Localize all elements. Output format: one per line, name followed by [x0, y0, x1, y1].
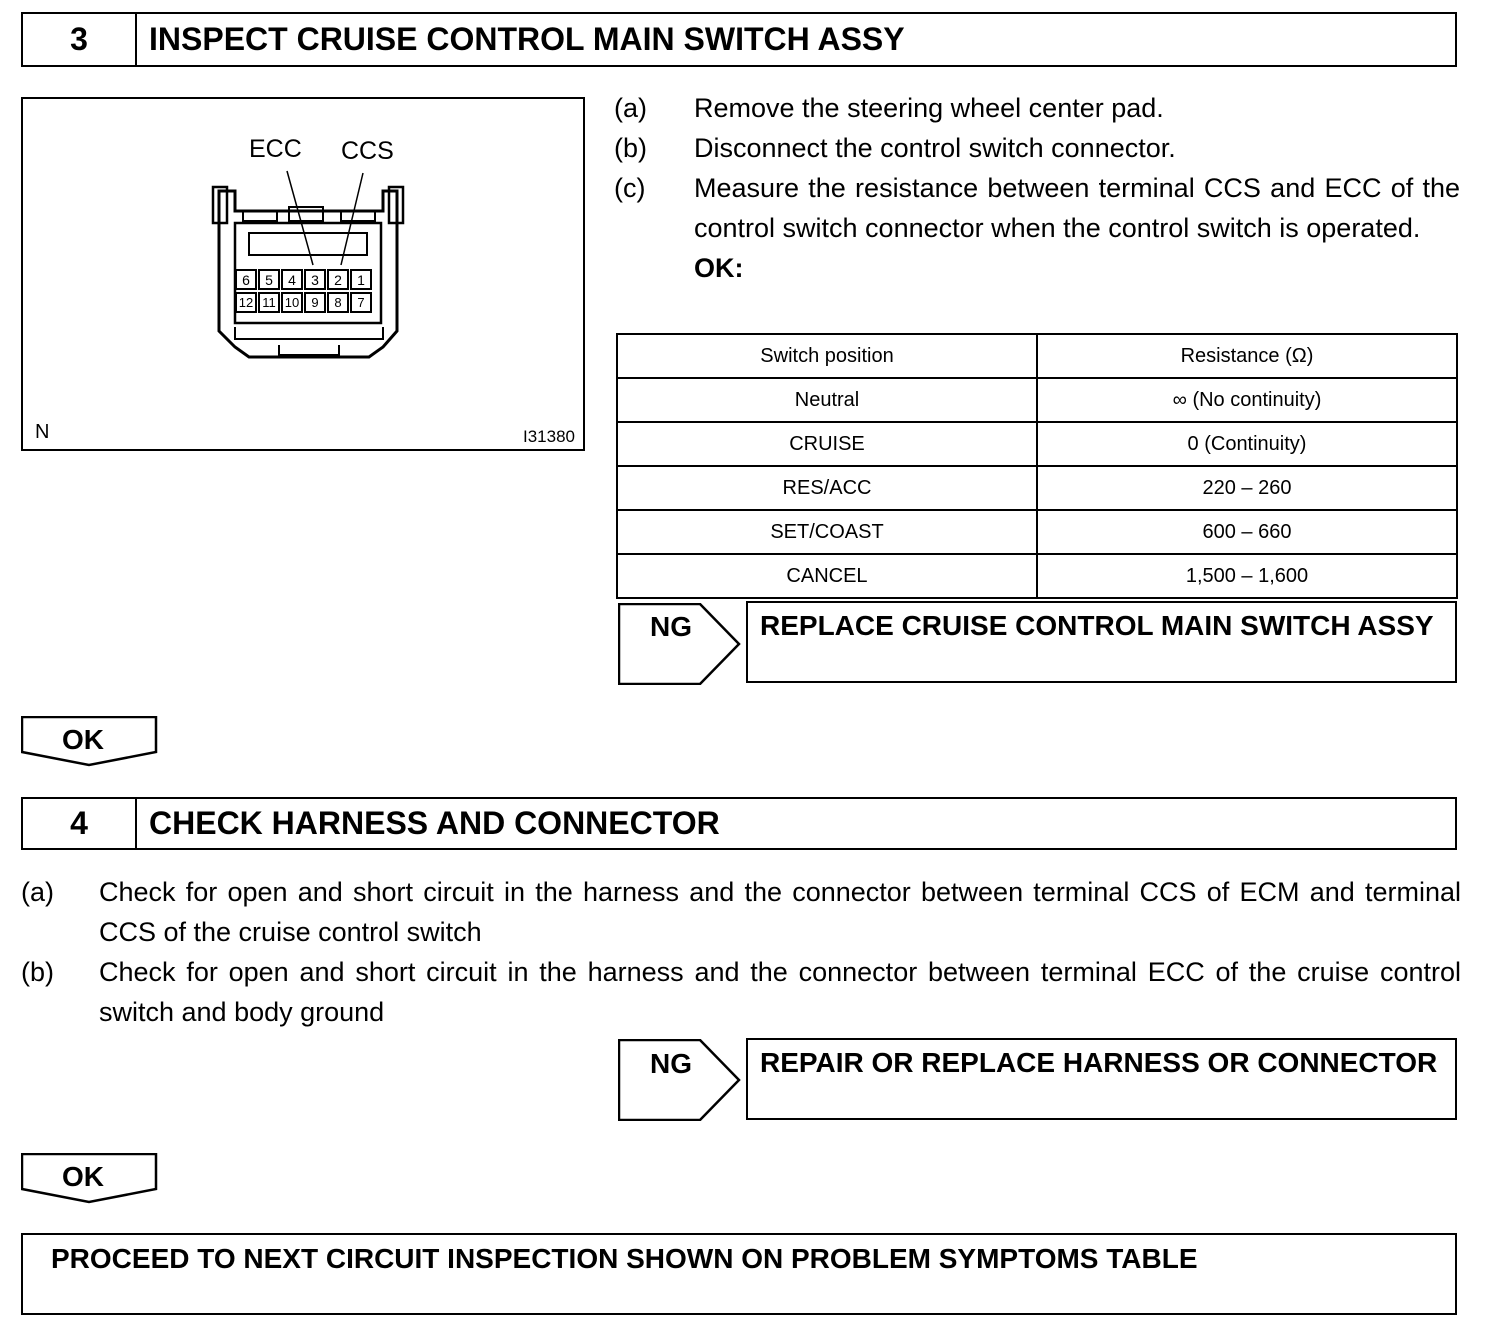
table-cell: SET/COAST: [617, 510, 1037, 554]
ccs-label: CCS: [341, 137, 394, 165]
step-mark: (a): [21, 877, 54, 907]
step-title: INSPECT CRUISE CONTROL MAIN SWITCH ASSY: [149, 21, 905, 57]
table-cell: RES/ACC: [617, 466, 1037, 510]
table-row: [617, 466, 1457, 510]
ng-result-box: REPLACE CRUISE CONTROL MAIN SWITCH ASSY: [746, 601, 1457, 683]
pin-1: 1: [350, 269, 372, 290]
ng-label: NG: [650, 1048, 692, 1079]
step-mark: (a): [614, 93, 647, 123]
table-row: [617, 510, 1457, 554]
resistance-table: [616, 333, 1458, 599]
table-cell: CRUISE: [617, 422, 1037, 466]
pin-10: 10: [281, 292, 303, 313]
table-row: [617, 378, 1457, 422]
pin-4: 4: [281, 269, 303, 290]
procedure-step: [614, 128, 1460, 168]
column-header: Resistance (Ω): [1037, 334, 1457, 378]
step-number: 3: [23, 14, 137, 65]
step-mark: (b): [614, 133, 647, 163]
pin-9: 9: [304, 292, 326, 313]
pin-grid: [235, 269, 379, 313]
pin-11: 11: [258, 292, 280, 313]
table-cell: Neutral: [617, 378, 1037, 422]
pin-3: 3: [304, 269, 326, 290]
ecc-label: ECC: [249, 135, 302, 163]
step-number: 4: [23, 799, 137, 848]
procedure-step: [21, 872, 1461, 952]
ok-arrow-label: OK: [62, 1161, 104, 1192]
step-title: CHECK HARNESS AND CONNECTOR: [149, 805, 720, 841]
step-text: Disconnect the control switch connector.: [694, 133, 1176, 163]
pin-12: 12: [235, 292, 257, 313]
ok-arrow-label: OK: [62, 724, 104, 755]
connector-figure: [21, 97, 585, 451]
step-4-procedure: [21, 872, 1461, 1032]
step-3-header: [21, 12, 1457, 67]
procedure-step: [614, 168, 1460, 248]
step-text: Remove the steering wheel center pad.: [694, 93, 1164, 123]
step-3-procedure: [614, 88, 1460, 288]
pin-6: 6: [235, 269, 257, 290]
procedure-step: [614, 88, 1460, 128]
table-cell: ∞ (No continuity): [1037, 378, 1457, 422]
ng-result-box: REPAIR OR REPLACE HARNESS OR CONNECTOR: [746, 1038, 1457, 1120]
step-text: Check for open and short circuit in the harness and the connector between terminal CCS of ECM and terminal CCS of the cruise control switch: [99, 877, 1461, 947]
figure-id: I31380: [523, 427, 575, 446]
ok-criteria-label: OK:: [694, 253, 744, 283]
step-mark: (b): [21, 957, 54, 987]
pin-5: 5: [258, 269, 280, 290]
table-cell: 0 (Continuity): [1037, 422, 1457, 466]
ng-label: NG: [650, 611, 692, 642]
table-cell: 600 – 660: [1037, 510, 1457, 554]
table-cell: 220 – 260: [1037, 466, 1457, 510]
pin-8: 8: [327, 292, 349, 313]
table-header-row: [617, 334, 1457, 378]
procedure-step: [21, 952, 1461, 1032]
table-row: [617, 422, 1457, 466]
step-mark: (c): [614, 173, 646, 203]
table-cell: CANCEL: [617, 554, 1037, 598]
table-row: [617, 554, 1457, 598]
final-instruction-box: PROCEED TO NEXT CIRCUIT INSPECTION SHOWN ON PROBLEM SYMPTOMS TABLE: [21, 1233, 1457, 1315]
figure-corner-code: N: [35, 421, 50, 443]
step-text: Check for open and short circuit in the harness and the connector between terminal ECC of the cruise control switch and body ground: [99, 957, 1461, 1027]
table-cell: 1,500 – 1,600: [1037, 554, 1457, 598]
step-4-header: [21, 797, 1457, 850]
pin-7: 7: [350, 292, 372, 313]
pin-2: 2: [327, 269, 349, 290]
column-header: Switch position: [617, 334, 1037, 378]
step-text: Measure the resistance between terminal CCS and ECC of the control switch connector when the control switch is operated.: [694, 173, 1460, 243]
